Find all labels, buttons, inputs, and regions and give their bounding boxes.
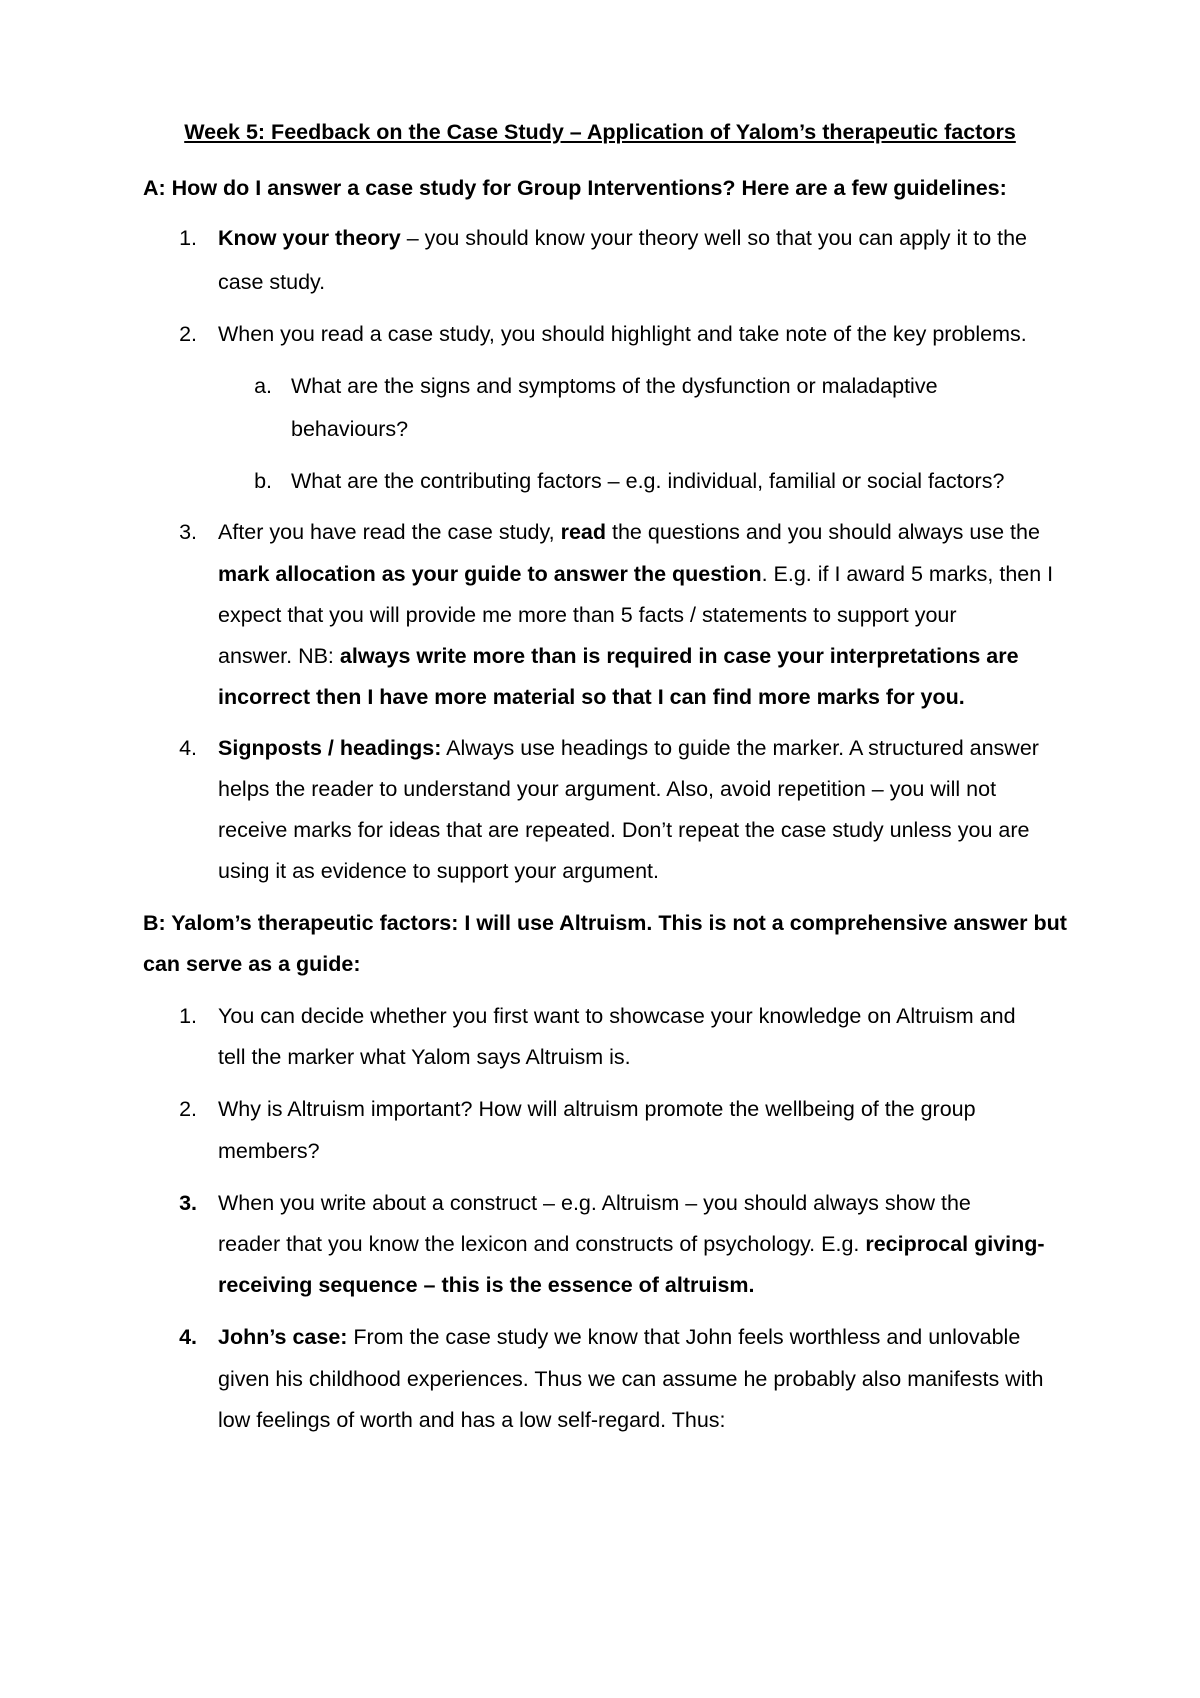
list-item-text: incorrect then I have more material so that I can find more marks for you. — [218, 685, 965, 709]
list-item-text: When you read a case study, you should highlight and take note of the key problems. — [218, 322, 1027, 346]
text-run: the questions and you should always use the — [606, 520, 1040, 544]
sublist-item-text: behaviours? — [291, 417, 409, 441]
list-number: 2. — [179, 1097, 197, 1121]
list-item-text: When you write about a construct – e.g. Altruism – you should always show the — [218, 1191, 971, 1215]
text-run-bold: John’s case: — [218, 1325, 348, 1349]
text-run-bold: reciprocal giving- — [865, 1232, 1045, 1256]
section-b-heading: B: Yalom’s therapeutic factors: I will use Altruism. This is not a comprehensive answer but — [143, 911, 1067, 935]
list-item-text — [218, 735, 1039, 761]
list-item-text: Why is Altruism important? How will altruism promote the wellbeing of the group — [218, 1097, 976, 1121]
list-item-text: given his childhood experiences. Thus we can assume he probably also manifests with — [218, 1367, 1044, 1391]
list-item-text: case study. — [218, 270, 326, 294]
list-item-text — [218, 1324, 1020, 1350]
page-title: Week 5: Feedback on the Case Study – Application of Yalom’s therapeutic factors — [184, 120, 1016, 144]
list-number: 2. — [179, 322, 197, 346]
text-run: From the case study we know that John feels worthless and unlovable — [347, 1325, 1021, 1349]
list-item-text — [218, 561, 1053, 587]
list-number: 3. — [179, 520, 197, 544]
list-item-text: members? — [218, 1139, 320, 1163]
sublist-item-text: What are the signs and symptoms of the dysfunction or maladaptive — [291, 374, 938, 398]
list-item-text: receiving sequence – this is the essence of altruism. — [218, 1273, 755, 1297]
list-item-text: low feelings of worth and has a low self-regard. Thus: — [218, 1408, 726, 1432]
text-run-bold: mark allocation as your guide to answer the question — [218, 562, 762, 586]
list-item-text: receive marks for ideas that are repeated. Don’t repeat the case study unless you are — [218, 818, 1030, 842]
section-a-heading: A: How do I answer a case study for Group Interventions? Here are a few guidelines: — [143, 176, 1007, 200]
sublist-item-text: What are the contributing factors – e.g. individual, familial or social factors? — [291, 469, 1005, 493]
list-number: 1. — [179, 1004, 197, 1028]
text-run-bold: always write more than is required in case your interpretations are — [339, 644, 1019, 668]
list-number: 1. — [179, 226, 197, 250]
text-run: Always use headings to guide the marker. A structured answer — [441, 736, 1039, 760]
list-item-text: tell the marker what Yalom says Altruism is. — [218, 1045, 631, 1069]
list-item-text: You can decide whether you first want to showcase your knowledge on Altruism and — [218, 1004, 1016, 1028]
list-item-text: helps the reader to understand your argument. Also, avoid repetition – you will not — [218, 777, 997, 801]
text-run: reader that you know the lexicon and constructs of psychology. E.g. — [218, 1232, 866, 1256]
sublist-letter: a. — [254, 374, 272, 398]
list-item-text — [218, 643, 1019, 669]
list-item-text: using it as evidence to support your argument. — [218, 859, 660, 883]
section-b-heading: can serve as a guide: — [143, 952, 361, 976]
list-item-rest: – you should know your theory well so that you can apply it to the — [400, 226, 1028, 250]
list-item-text: expect that you will provide me more than 5 facts / statements to support your — [218, 603, 957, 627]
list-number: 4. — [179, 1325, 197, 1349]
list-number: 4. — [179, 736, 197, 760]
list-item-text — [218, 225, 1027, 251]
text-run-bold: read — [560, 520, 607, 544]
text-run: After you have read the case study, — [218, 520, 561, 544]
text-run-bold: Signposts / headings: — [218, 736, 442, 760]
list-item-bold: Know your theory — [218, 226, 401, 250]
text-run: answer. NB: — [218, 644, 340, 668]
list-number: 3. — [179, 1191, 197, 1215]
text-run: . E.g. if I award 5 marks, then I — [761, 562, 1054, 586]
list-item-text — [218, 1231, 1045, 1257]
sublist-letter: b. — [254, 469, 272, 493]
list-item-text — [218, 519, 1040, 545]
